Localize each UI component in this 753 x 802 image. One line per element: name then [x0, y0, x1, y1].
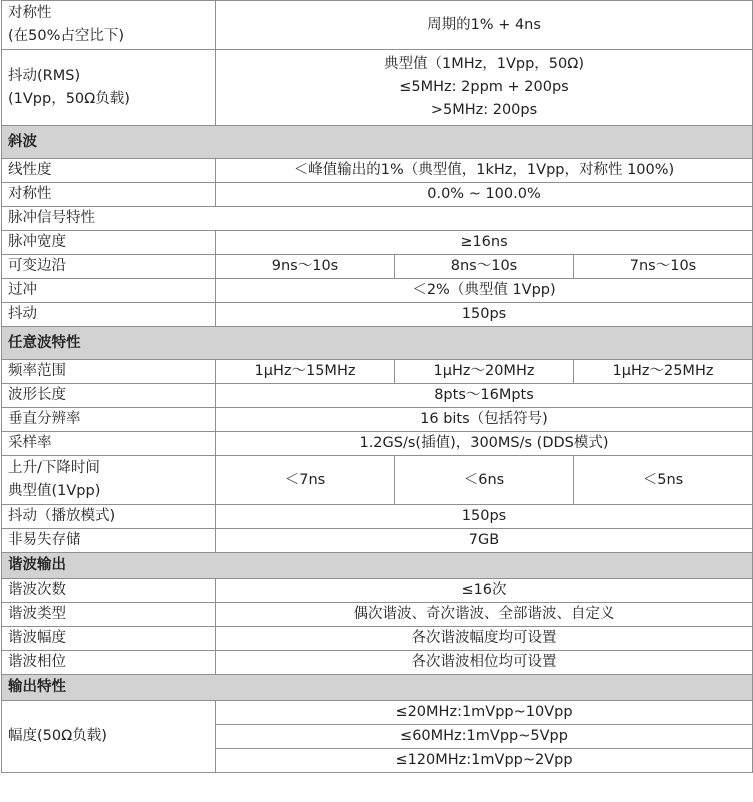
row-symmetry-ramp [2, 183, 753, 207]
row-value: 周期的1% + 4ns [216, 1, 753, 50]
row-value: ≤120MHz:1mVpp~2Vpp [216, 749, 753, 773]
row-value: ＜2%（典型值 1Vpp) [216, 279, 753, 303]
row-nonvolatile-storage [2, 529, 753, 553]
section-title: 谐波输出 [2, 553, 753, 579]
row-value: 1.2GS/s(插值)，300MS/s (DDS模式) [216, 432, 753, 456]
row-label: 抖动(RMS) (1Vpp，50Ω负载) [2, 50, 216, 126]
row-label: 谐波类型 [2, 603, 216, 627]
row-sample-rate [2, 432, 753, 456]
row-vertical-resolution [2, 408, 753, 432]
row-value: 9ns～10s [216, 255, 395, 279]
row-value: 8ns～10s [395, 255, 574, 279]
row-label: 谐波次数 [2, 579, 216, 603]
row-value: 1μHz～20MHz [395, 360, 574, 384]
subsection-title: 脉冲信号特性 [2, 207, 753, 231]
row-wave-length [2, 384, 753, 408]
row-label: 频率范围 [2, 360, 216, 384]
row-label: 抖动（播放模式) [2, 505, 216, 529]
row-value: ＜6ns [395, 456, 574, 505]
row-value: 1μHz～25MHz [574, 360, 753, 384]
row-value: 典型值（1MHz，1Vpp，50Ω) ≤5MHz: 2ppm + 200ps >5MHz: 200ps [216, 50, 753, 126]
section-title: 斜波 [2, 126, 753, 159]
row-label: 脉冲宽度 [2, 231, 216, 255]
section-title: 任意波特性 [2, 327, 753, 360]
row-label: 过冲 [2, 279, 216, 303]
row-label: 采样率 [2, 432, 216, 456]
row-harmonic-amplitude [2, 627, 753, 651]
row-variable-edge [2, 255, 753, 279]
row-label: 波形长度 [2, 384, 216, 408]
row-value: ≤60MHz:1mVpp~5Vpp [216, 725, 753, 749]
row-value: 7GB [216, 529, 753, 553]
row-value: ≤20MHz:1mVpp~10Vpp [216, 701, 753, 725]
spec-table [1, 0, 753, 773]
row-linearity [2, 159, 753, 183]
section-title: 输出特性 [2, 675, 753, 701]
row-value: 各次谐波幅度均可设置 [216, 627, 753, 651]
row-symmetry-square [2, 1, 753, 50]
row-value: ≤16次 [216, 579, 753, 603]
row-value: 1μHz～15MHz [216, 360, 395, 384]
row-pulse-width [2, 231, 753, 255]
row-rise-fall-time [2, 456, 753, 505]
row-value: 7ns～10s [574, 255, 753, 279]
row-label: 可变边沿 [2, 255, 216, 279]
section-arbitrary [2, 327, 753, 360]
row-jitter-pulse [2, 303, 753, 327]
section-output [2, 675, 753, 701]
row-amplitude [2, 701, 753, 725]
row-label: 上升/下降时间 典型值(1Vpp) [2, 456, 216, 505]
row-label: 线性度 [2, 159, 216, 183]
row-harmonic-type [2, 603, 753, 627]
row-label: 谐波幅度 [2, 627, 216, 651]
row-value: ＜7ns [216, 456, 395, 505]
row-frequency-range [2, 360, 753, 384]
row-label: 抖动 [2, 303, 216, 327]
row-label: 幅度(50Ω负载) [2, 701, 216, 773]
row-harmonic-order [2, 579, 753, 603]
row-jitter-playback [2, 505, 753, 529]
row-overshoot [2, 279, 753, 303]
row-pulse-heading [2, 207, 753, 231]
row-value: ≥16ns [216, 231, 753, 255]
row-value: 150ps [216, 303, 753, 327]
row-value: 0.0% ~ 100.0% [216, 183, 753, 207]
row-label: 对称性 [2, 183, 216, 207]
row-label: 非易失存储 [2, 529, 216, 553]
row-label: 垂直分辨率 [2, 408, 216, 432]
row-label: 对称性 (在50%占空比下) [2, 1, 216, 50]
row-value: ＜5ns [574, 456, 753, 505]
row-jitter-square [2, 50, 753, 126]
row-harmonic-phase [2, 651, 753, 675]
row-value: 16 bits（包括符号) [216, 408, 753, 432]
section-harmonic [2, 553, 753, 579]
row-label: 谐波相位 [2, 651, 216, 675]
row-value: 8pts～16Mpts [216, 384, 753, 408]
row-value: ＜峰值输出的1%（典型值，1kHz，1Vpp，对称性 100%) [216, 159, 753, 183]
row-value: 偶次谐波、奇次谐波、全部谐波、自定义 [216, 603, 753, 627]
row-value: 各次谐波相位均可设置 [216, 651, 753, 675]
section-ramp [2, 126, 753, 159]
row-value: 150ps [216, 505, 753, 529]
